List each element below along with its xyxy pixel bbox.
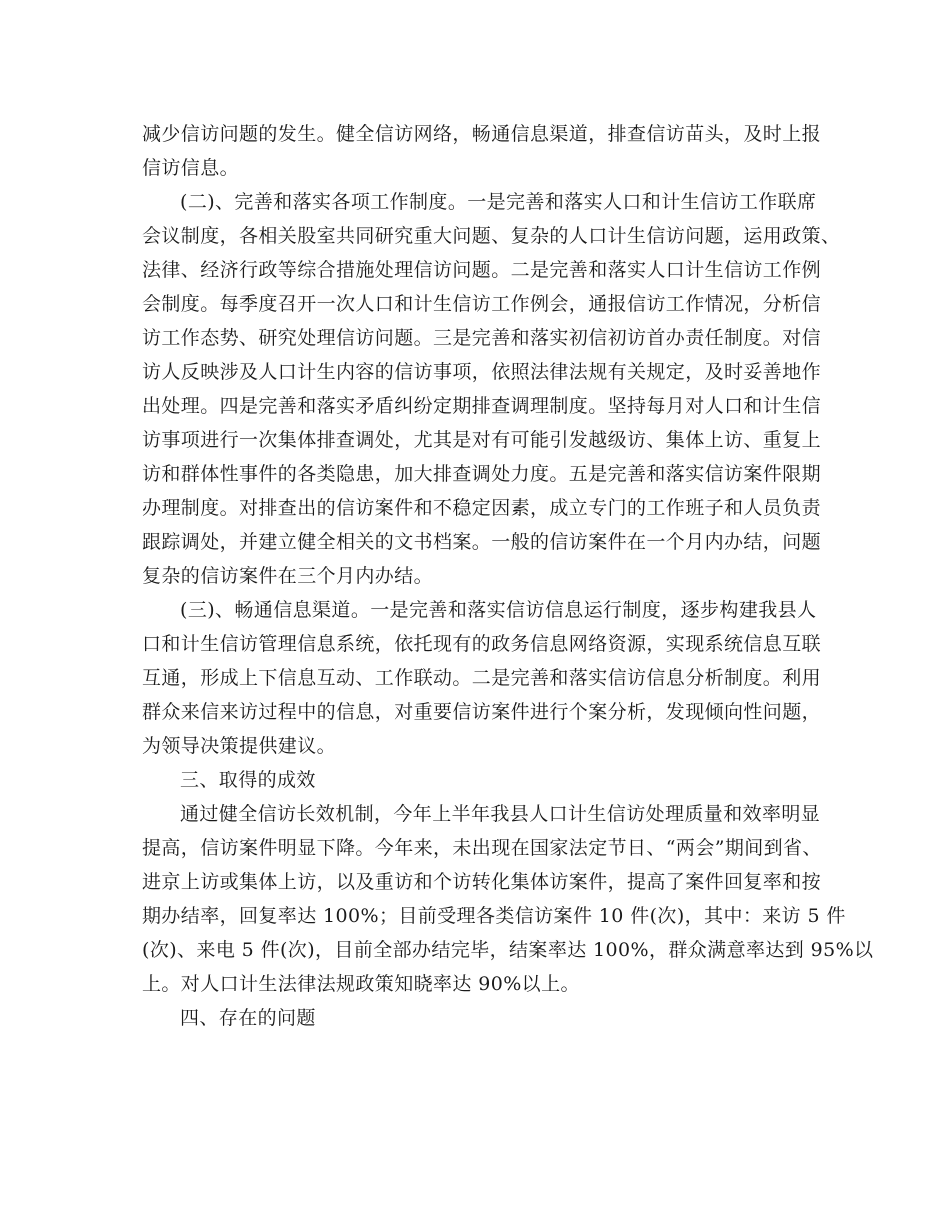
paragraph-line: 互通，形成上下信息互动、工作联动。二是完善和落实信访信息分析制度。利用 bbox=[142, 667, 822, 689]
paragraph-line: 群众来信来访过程中的信息，对重要信访案件进行个案分析，发现倾向性问题， bbox=[142, 701, 822, 723]
paragraph-line: 访工作态势、研究处理信访问题。三是完善和落实初信初访首办责任制度。对信 bbox=[142, 327, 822, 349]
paragraph-line: 上。对人口计生法律法规政策知晓率达 90%以上。 bbox=[142, 973, 580, 995]
paragraph-line: 跟踪调处，并建立健全相关的文书档案。一般的信访案件在一个月内办结，问题 bbox=[142, 531, 822, 553]
paragraph-line: 口和计生信访管理信息系统，依托现有的政务信息网络资源，实现系统信息互联 bbox=[142, 633, 822, 655]
paragraph-line: (次)、来电 5 件(次)，目前全部办结完毕，结案率达 100%，群众满意率达到 95%以 bbox=[142, 939, 874, 961]
paragraph-line: 出处理。四是完善和落实矛盾纠纷定期排查调理制度。坚持每月对人口和计生信 bbox=[142, 395, 822, 417]
section-heading-line: (三)、畅通信息渠道。一是完善和落实信访信息运行制度，逐步构建我县人 bbox=[180, 599, 817, 621]
paragraph-line: 为领导决策提供建议。 bbox=[142, 735, 337, 757]
paragraph-line: 进京上访或集体上访，以及重访和个访转化集体访案件，提高了案件回复率和按 bbox=[142, 871, 822, 893]
paragraph-line: 会议制度，各相关股室共同研究重大问题、复杂的人口计生信访问题，运用政策、 bbox=[142, 225, 841, 247]
paragraph-line: 期办结率，回复率达 100%；目前受理各类信访案件 10 件(次)，其中：来访 5 件 bbox=[142, 905, 846, 927]
paragraph-line: 复杂的信访案件在三个月内办结。 bbox=[142, 565, 434, 587]
paragraph-line: 减少信访问题的发生。健全信访网络，畅通信息渠道，排查信访苗头，及时上报 bbox=[142, 123, 822, 145]
paragraph-line: 法律、经济行政等综合措施处理信访问题。二是完善和落实人口计生信访工作例 bbox=[142, 259, 822, 281]
paragraph-line: 访事项进行一次集体排查调处，尤其是对有可能引发越级访、集体上访、重复上 bbox=[142, 429, 822, 451]
paragraph-line: 会制度。每季度召开一次人口和计生信访工作例会，通报信访工作情况，分析信 bbox=[142, 293, 822, 315]
section-heading-line: (二)、完善和落实各项工作制度。一是完善和落实人口和计生信访工作联席 bbox=[180, 191, 817, 213]
section-title: 四、存在的问题 bbox=[180, 1007, 316, 1029]
paragraph-line: 访和群体性事件的各类隐患，加大排查调处力度。五是完善和落实信访案件限期 bbox=[142, 463, 822, 485]
paragraph-line: 访人反映涉及人口计生内容的信访事项，依照法律法规有关规定，及时妥善地作 bbox=[142, 361, 822, 383]
paragraph-line: 通过健全信访长效机制，今年上半年我县人口计生信访处理质量和效率明显 bbox=[180, 803, 821, 825]
paragraph-line: 信访信息。 bbox=[142, 157, 240, 179]
paragraph-line: 办理制度。对排查出的信访案件和不稳定因素，成立专门的工作班子和人员负责 bbox=[142, 497, 822, 519]
section-title: 三、取得的成效 bbox=[180, 769, 316, 791]
paragraph-line: 提高，信访案件明显下降。今年来，未出现在国家法定节日、“两会”期间到省、 bbox=[142, 837, 822, 859]
